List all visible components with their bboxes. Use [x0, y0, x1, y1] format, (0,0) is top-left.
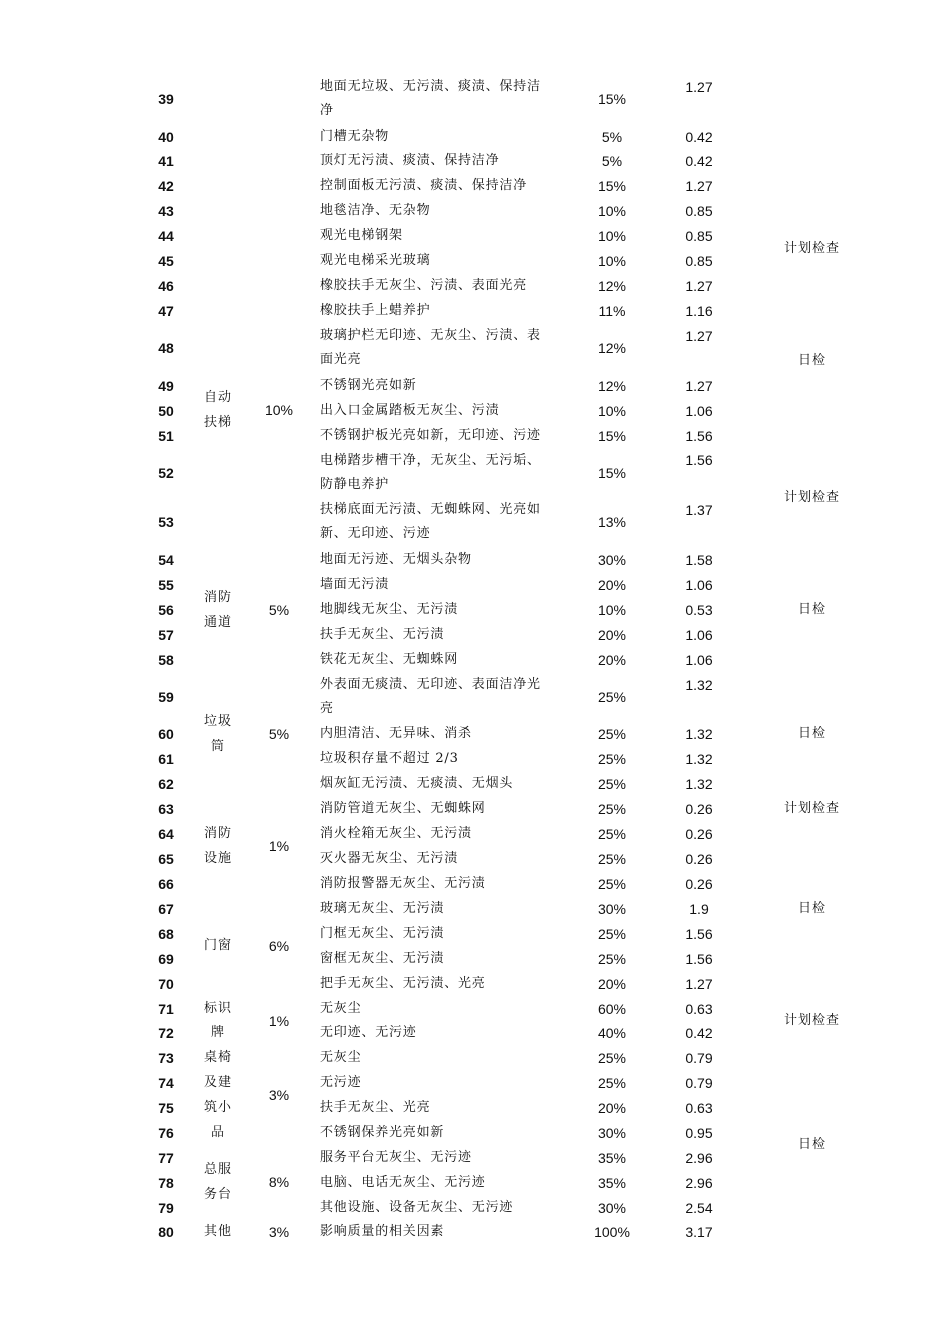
item-weight: 20% — [597, 627, 627, 643]
item-score: 1.56 — [685, 926, 713, 942]
row-number: 74 — [158, 1075, 174, 1091]
item-weight: 12% — [597, 278, 627, 294]
standard-text: 观光电梯钢架 — [320, 228, 403, 243]
row-number: 55 — [158, 577, 174, 593]
item-weight: 25% — [597, 951, 627, 967]
standard-text: 窗框无灰尘、无污渍 — [320, 951, 445, 966]
item-weight: 30% — [597, 1200, 627, 1216]
item-weight: 25% — [597, 926, 627, 942]
standard-text: 观光电梯采光玻璃 — [320, 253, 431, 268]
row-number: 73 — [158, 1050, 174, 1066]
standard-text: 玻璃无灰尘、无污渍 — [320, 901, 445, 916]
standard-text: 新、无印迹、污迹 — [320, 526, 431, 541]
item-score: 1.32 — [685, 751, 713, 767]
category-share: 8% — [268, 1174, 290, 1190]
item-score: 1.27 — [685, 976, 713, 992]
category-label: 通道 — [203, 615, 232, 630]
item-score: 1.37 — [685, 502, 713, 518]
item-weight: 15% — [597, 91, 627, 107]
item-weight: 25% — [597, 751, 627, 767]
standard-text: 消防报警器无灰尘、无污渍 — [320, 876, 486, 891]
item-score: 0.42 — [685, 1025, 713, 1041]
standard-text: 地脚线无灰尘、无污渍 — [320, 602, 459, 617]
row-number: 62 — [158, 776, 174, 792]
item-weight: 25% — [597, 851, 627, 867]
item-score: 1.27 — [685, 328, 713, 344]
row-number: 49 — [158, 378, 174, 394]
item-weight: 40% — [597, 1025, 627, 1041]
row-number: 77 — [158, 1150, 174, 1166]
item-score: 2.54 — [685, 1200, 713, 1216]
category-label: 扶梯 — [203, 415, 232, 430]
standard-text: 电脑、电话无灰尘、无污迹 — [320, 1175, 486, 1190]
item-score: 1.06 — [685, 627, 713, 643]
row-number: 59 — [158, 689, 174, 705]
item-weight: 15% — [597, 428, 627, 444]
row-number: 65 — [158, 851, 174, 867]
item-weight: 20% — [597, 652, 627, 668]
row-number: 41 — [158, 153, 174, 169]
item-score: 0.42 — [685, 129, 713, 145]
item-weight: 25% — [597, 801, 627, 817]
row-number: 76 — [158, 1125, 174, 1141]
row-number: 46 — [158, 278, 174, 294]
item-score: 0.85 — [685, 228, 713, 244]
row-number: 43 — [158, 203, 174, 219]
item-score: 1.27 — [685, 278, 713, 294]
row-number: 72 — [158, 1025, 174, 1041]
standard-text: 亮 — [320, 701, 334, 716]
category-share: 3% — [268, 1087, 290, 1103]
row-number: 71 — [158, 1001, 174, 1017]
standard-text: 扶梯底面无污渍、无蜘蛛网、光亮如 — [320, 502, 541, 517]
item-weight: 100% — [594, 1224, 630, 1240]
row-number: 66 — [158, 876, 174, 892]
item-weight: 30% — [597, 901, 627, 917]
item-weight: 25% — [597, 826, 627, 842]
item-score: 0.63 — [685, 1001, 713, 1017]
category-label: 消防 — [203, 826, 232, 841]
check-frequency: 计划检查 — [783, 490, 840, 505]
category-share: 1% — [268, 838, 290, 854]
item-score: 1.56 — [685, 428, 713, 444]
row-number: 69 — [158, 951, 174, 967]
row-number: 75 — [158, 1100, 174, 1116]
check-frequency: 日检 — [797, 353, 826, 368]
item-weight: 11% — [598, 303, 626, 319]
standard-text: 玻璃护栏无印迹、无灰尘、污渍、表 — [320, 328, 541, 343]
standard-text: 电梯踏步槽干净，无灰尘、无污垢、 — [320, 453, 541, 468]
item-score: 0.95 — [685, 1125, 713, 1141]
category-label: 设施 — [203, 851, 232, 866]
category-label: 务台 — [203, 1187, 232, 1202]
item-score: 2.96 — [685, 1175, 713, 1191]
standard-text: 扶手无灰尘、光亮 — [320, 1100, 431, 1115]
category-share: 6% — [268, 938, 290, 954]
item-score: 0.85 — [685, 203, 713, 219]
row-number: 63 — [158, 801, 174, 817]
standard-text: 消火栓箱无灰尘、无污渍 — [320, 826, 472, 841]
item-weight: 25% — [597, 876, 627, 892]
standard-text: 墙面无污渍 — [320, 577, 390, 592]
category-label: 及建 — [203, 1075, 232, 1090]
category-label: 品 — [210, 1125, 225, 1140]
row-number: 50 — [158, 403, 174, 419]
row-number: 70 — [158, 976, 174, 992]
check-frequency: 日检 — [797, 602, 826, 617]
row-number: 51 — [158, 428, 174, 444]
item-score: 1.56 — [685, 951, 713, 967]
item-weight: 60% — [597, 1001, 627, 1017]
item-weight: 15% — [597, 465, 627, 481]
item-score: 1.32 — [685, 726, 713, 742]
row-number: 57 — [158, 627, 174, 643]
standard-text: 地面无污迹、无烟头杂物 — [320, 552, 472, 567]
standard-text: 消防管道无灰尘、无蜘蛛网 — [320, 801, 486, 816]
standard-text: 无灰尘 — [320, 1001, 362, 1016]
category-share: 10% — [264, 402, 294, 418]
item-weight: 25% — [597, 1050, 627, 1066]
item-score: 1.32 — [685, 776, 713, 792]
standard-text: 烟灰缸无污渍、无痰渍、无烟头 — [320, 776, 514, 791]
item-weight: 15% — [597, 178, 627, 194]
row-number: 80 — [158, 1224, 174, 1240]
item-weight: 20% — [597, 577, 627, 593]
check-frequency: 计划检查 — [783, 241, 840, 256]
row-number: 53 — [158, 514, 174, 530]
item-weight: 20% — [597, 976, 627, 992]
standard-text: 不锈钢光亮如新 — [320, 378, 417, 393]
row-number: 44 — [158, 228, 174, 244]
item-weight: 12% — [597, 340, 627, 356]
standard-text: 无灰尘 — [320, 1050, 362, 1065]
category-label: 总服 — [203, 1162, 232, 1177]
standard-text: 铁花无灰尘、无蜘蛛网 — [320, 652, 459, 667]
standard-text: 不锈钢保养光亮如新 — [320, 1125, 445, 1140]
check-frequency: 计划检查 — [783, 801, 840, 816]
item-score: 0.26 — [685, 826, 713, 842]
category-label: 消防 — [203, 590, 232, 605]
row-number: 39 — [158, 91, 174, 107]
check-frequency: 日检 — [797, 901, 826, 916]
standard-text: 扶手无灰尘、无污渍 — [320, 627, 445, 642]
row-number: 61 — [158, 751, 174, 767]
standard-text: 门框无灰尘、无污渍 — [320, 926, 445, 941]
standard-text: 把手无灰尘、无污渍、光亮 — [320, 976, 486, 991]
item-score: 0.26 — [685, 876, 713, 892]
item-score: 0.26 — [685, 851, 713, 867]
item-weight: 25% — [597, 726, 627, 742]
item-weight: 30% — [597, 552, 627, 568]
standard-text: 无污迹 — [320, 1075, 362, 1090]
standard-text: 内胆清洁、无异味、消杀 — [320, 726, 472, 741]
row-number: 42 — [158, 178, 174, 194]
standard-text: 灭火器无灰尘、无污渍 — [320, 851, 459, 866]
category-share: 5% — [268, 726, 290, 742]
category-label: 牌 — [210, 1025, 225, 1040]
item-score: 0.79 — [685, 1075, 713, 1091]
standard-text: 顶灯无污渍、痰渍、保持洁净 — [320, 153, 500, 168]
item-weight: 30% — [597, 1125, 627, 1141]
item-score: 2.96 — [685, 1150, 713, 1166]
item-score: 1.06 — [685, 403, 713, 419]
category-label: 自动 — [203, 390, 232, 405]
item-score: 0.26 — [685, 801, 713, 817]
category-label: 筑小 — [203, 1100, 232, 1115]
item-score: 0.79 — [685, 1050, 713, 1066]
item-weight: 13% — [597, 514, 627, 530]
standard-text: 无印迹、无污迹 — [320, 1025, 417, 1040]
standard-text: 其他设施、设备无灰尘、无污迹 — [320, 1200, 514, 1215]
item-score: 1.56 — [685, 452, 713, 468]
row-number: 64 — [158, 826, 174, 842]
item-weight: 10% — [597, 403, 627, 419]
item-score: 1.27 — [685, 79, 713, 95]
standard-text: 橡胶扶手上蜡养护 — [320, 303, 431, 318]
category-label: 桌椅 — [203, 1050, 232, 1065]
row-number: 60 — [158, 726, 174, 742]
item-score: 3.17 — [685, 1224, 713, 1240]
standard-text: 控制面板无污渍、痰渍、保持洁净 — [320, 178, 528, 193]
check-frequency: 日检 — [797, 726, 826, 741]
item-weight: 12% — [597, 378, 627, 394]
item-score: 0.42 — [685, 153, 713, 169]
item-weight: 10% — [597, 253, 627, 269]
standard-text: 外表面无痰渍、无印迹、表面洁净光 — [320, 677, 541, 692]
row-number: 40 — [158, 129, 174, 145]
standard-text: 地毯洁净、无杂物 — [320, 203, 431, 218]
item-weight: 5% — [601, 153, 623, 169]
row-number: 67 — [158, 901, 174, 917]
item-score: 1.16 — [685, 303, 713, 319]
item-weight: 10% — [597, 228, 627, 244]
item-score: 1.06 — [685, 577, 713, 593]
standard-text: 不锈钢护板光亮如新，无印迹、污迹 — [320, 428, 541, 443]
item-score: 0.53 — [685, 602, 713, 618]
category-label: 其他 — [203, 1224, 232, 1239]
standard-text: 面光亮 — [320, 352, 362, 367]
item-score: 0.63 — [685, 1100, 713, 1116]
item-weight: 25% — [597, 1075, 627, 1091]
row-number: 68 — [158, 926, 174, 942]
category-label: 垃圾 — [203, 714, 232, 729]
item-score: 1.27 — [685, 178, 713, 194]
category-share: 1% — [268, 1013, 290, 1029]
item-weight: 25% — [597, 776, 627, 792]
row-number: 45 — [158, 253, 174, 269]
row-number: 78 — [158, 1175, 174, 1191]
standard-text: 服务平台无灰尘、无污迹 — [320, 1150, 472, 1165]
row-number: 56 — [158, 602, 174, 618]
row-number: 54 — [158, 552, 174, 568]
item-weight: 5% — [601, 129, 623, 145]
standard-text: 出入口金属踏板无灰尘、污渍 — [320, 403, 500, 418]
category-label: 标识 — [203, 1001, 232, 1016]
item-score: 1.9 — [689, 901, 709, 917]
category-share: 3% — [268, 1224, 290, 1240]
item-weight: 20% — [597, 1100, 627, 1116]
standard-text: 净 — [320, 103, 334, 118]
row-number: 79 — [158, 1200, 174, 1216]
category-share: 5% — [268, 602, 290, 618]
item-weight: 35% — [597, 1150, 627, 1166]
item-weight: 25% — [597, 689, 627, 705]
standard-text: 门槽无杂物 — [320, 129, 390, 144]
row-number: 47 — [158, 303, 174, 319]
category-label: 筒 — [210, 739, 225, 754]
item-score: 1.58 — [685, 552, 713, 568]
item-score: 0.85 — [685, 253, 713, 269]
item-weight: 10% — [597, 203, 627, 219]
item-score: 1.27 — [685, 378, 713, 394]
row-number: 48 — [158, 340, 174, 356]
standard-text: 防静电养护 — [320, 477, 390, 492]
item-weight: 35% — [597, 1175, 627, 1191]
standard-text: 影响质量的相关因素 — [320, 1224, 445, 1239]
standard-text: 地面无垃圾、无污渍、痰渍、保持洁 — [320, 79, 541, 94]
row-number: 58 — [158, 652, 174, 668]
category-label: 门窗 — [203, 938, 232, 953]
item-score: 1.06 — [685, 652, 713, 668]
check-frequency: 日检 — [797, 1137, 826, 1152]
standard-text: 橡胶扶手无灰尘、污渍、表面光亮 — [320, 278, 528, 293]
check-frequency: 计划检查 — [783, 1013, 840, 1028]
row-number: 52 — [158, 465, 174, 481]
item-weight: 10% — [597, 602, 627, 618]
item-score: 1.32 — [685, 677, 713, 693]
standard-text: 垃圾积存量不超过 2/3 — [320, 751, 459, 766]
